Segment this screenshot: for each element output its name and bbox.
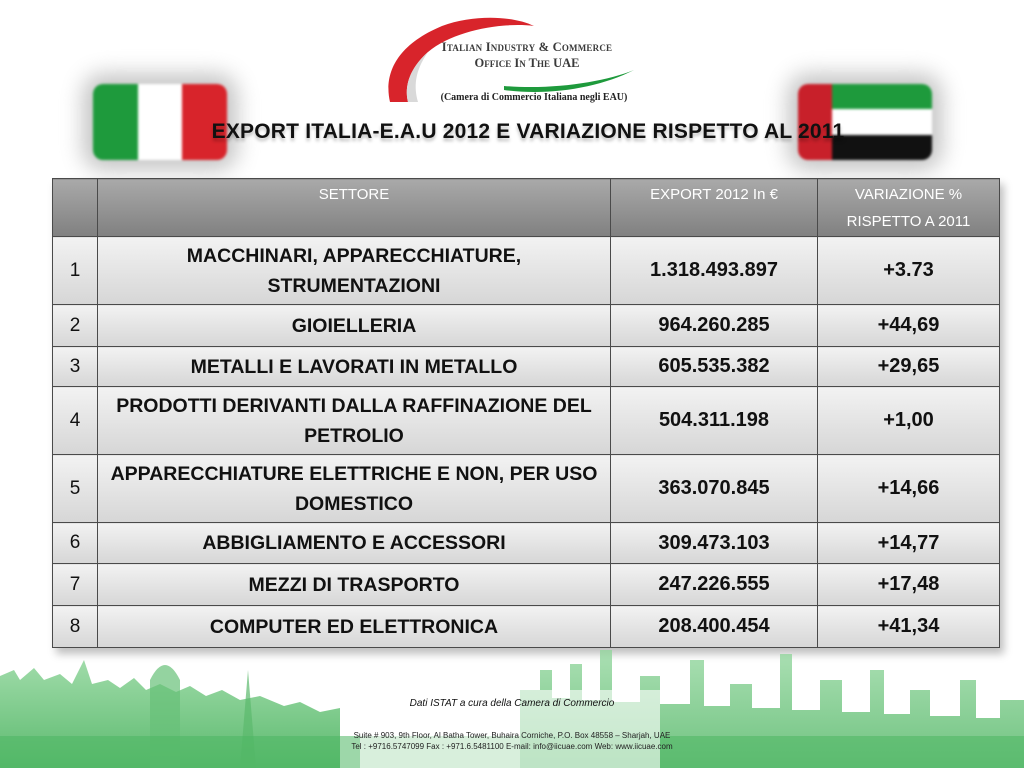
row-variazione: +14,66 [818, 455, 1000, 523]
row-variazione: +29,65 [818, 347, 1000, 387]
header-variazione [818, 179, 1000, 237]
header-variazione-line2: RISPETTO A 2011 [846, 213, 971, 230]
row-settore: PRODOTTI DERIVANTI DALLA RAFFINAZIONE DEL PETROLIO [98, 387, 611, 455]
page-title: EXPORT ITALIA-E.A.U 2012 E VARIAZIONE RISPETTO AL 2011 [211, 120, 845, 143]
table-row [53, 305, 1000, 347]
header-export: EXPORT 2012 In € [611, 179, 818, 237]
row-settore: ABBIGLIAMENTO E ACCESSORI [98, 523, 611, 564]
export-table [52, 178, 1000, 648]
row-export: 605.535.382 [611, 347, 818, 387]
header-variazione-line1: VARIAZIONE % [854, 186, 963, 203]
row-settore: MEZZI DI TRASPORTO [98, 564, 611, 606]
row-settore: METALLI E LAVORATI IN METALLO [98, 347, 611, 387]
source-note: Dati ISTAT a cura della Camera di Commercio [409, 698, 615, 709]
row-export: 208.400.454 [611, 606, 818, 648]
row-settore: GIOIELLERIA [98, 305, 611, 347]
row-variazione: +44,69 [818, 305, 1000, 347]
row-variazione: +3.73 [818, 237, 1000, 305]
row-variazione: +17,48 [818, 564, 1000, 606]
row-export: 1.318.493.897 [611, 237, 818, 305]
row-num: 7 [53, 564, 98, 606]
chamber-logo [384, 16, 644, 108]
row-variazione: +41,34 [818, 606, 1000, 648]
row-variazione: +1,00 [818, 387, 1000, 455]
logo-subtitle: (Camera di Commercio Italiana negli EAU) [440, 92, 628, 103]
row-num: 6 [53, 523, 98, 564]
header-num [53, 179, 98, 237]
row-num: 3 [53, 347, 98, 387]
row-num: 1 [53, 237, 98, 305]
table-row [53, 564, 1000, 606]
logo-line2-text: Office In The UAE [474, 56, 580, 70]
row-num: 2 [53, 305, 98, 347]
row-num: 5 [53, 455, 98, 523]
logo-line1 [414, 40, 640, 55]
row-num: 4 [53, 387, 98, 455]
row-num: 8 [53, 606, 98, 648]
logo-line2 [414, 56, 640, 71]
row-export: 309.473.103 [611, 523, 818, 564]
row-export: 363.070.845 [611, 455, 818, 523]
row-export: 964.260.285 [611, 305, 818, 347]
row-export: 247.226.555 [611, 564, 818, 606]
row-settore: COMPUTER ED ELETTRONICA [98, 606, 611, 648]
logo-line1-text: Italian Industry & Commerce [441, 40, 613, 54]
table-row [53, 347, 1000, 387]
contact-line: Tel : +9716.5747099 Fax : +971.6.5481100 E-mail: info@iicuae.com Web: www.iicuae.com [351, 742, 673, 751]
table-header-row [53, 179, 1000, 237]
row-settore: APPARECCHIATURE ELETTRICHE E NON, PER USO DOMESTICO [98, 455, 611, 523]
table-row [53, 523, 1000, 564]
row-export: 504.311.198 [611, 387, 818, 455]
row-settore: MACCHINARI, APPARECCHIATURE, STRUMENTAZIONI [98, 237, 611, 305]
table-row [53, 237, 1000, 305]
row-variazione: +14,77 [818, 523, 1000, 564]
header-settore: SETTORE [98, 179, 611, 237]
table-row [53, 455, 1000, 523]
address-line: Suite # 903, 9th Floor, Al Batha Tower, Buhaira Corniche, P.O. Box 48558 – Sharjah, UAE [353, 731, 671, 740]
table-row [53, 387, 1000, 455]
